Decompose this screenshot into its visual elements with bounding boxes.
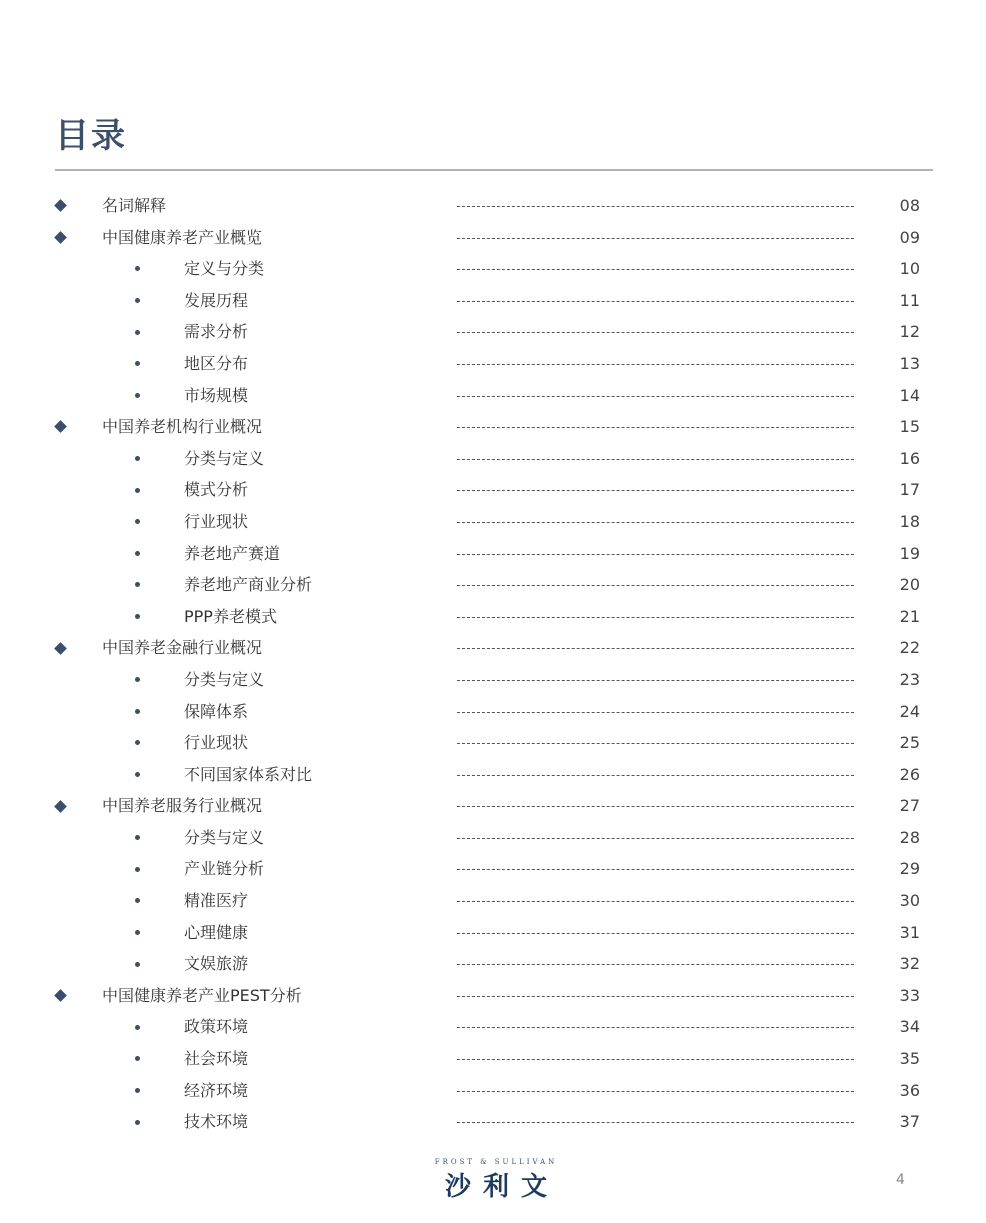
frost-sullivan-logo	[418, 1158, 574, 1203]
toc-entry-label: PPP养老模式	[184, 606, 277, 626]
toc-subsection-entry[interactable]	[0, 664, 986, 696]
toc-entry-page-number: 35	[899, 1049, 920, 1069]
dot-bullet-icon	[135, 253, 140, 285]
dot-bullet-icon	[135, 853, 140, 885]
toc-entry-label: 产业链分析	[184, 859, 265, 879]
toc-entry-label: 模式分析	[184, 480, 249, 500]
toc-entry-page-number: 22	[899, 638, 920, 658]
dotted-leader	[457, 301, 854, 302]
toc-entry-label: 分类与定义	[184, 448, 265, 468]
toc-entry-label: 社会环境	[184, 1049, 249, 1069]
toc-entry-label: 精准医疗	[184, 891, 249, 911]
toc-subsection-entry[interactable]	[0, 316, 986, 348]
toc-entry-page-number: 27	[899, 796, 920, 816]
dotted-leader	[457, 712, 854, 713]
toc-entry-label: 保障体系	[184, 701, 249, 721]
toc-entry-label: 经济环境	[184, 1080, 249, 1100]
dotted-leader	[457, 964, 854, 965]
dotted-leader	[457, 996, 854, 997]
toc-subsection-entry[interactable]	[0, 696, 986, 728]
dot-bullet-icon	[135, 316, 140, 348]
dot-bullet-icon	[135, 948, 140, 980]
toc-subsection-entry[interactable]	[0, 601, 986, 633]
toc-entry-label: 分类与定义	[184, 827, 265, 847]
toc-subsection-entry[interactable]	[0, 917, 986, 949]
toc-entry-label: 中国养老服务行业概况	[102, 796, 263, 816]
toc-entry-page-number: 16	[899, 448, 920, 468]
dot-bullet-icon	[135, 1075, 140, 1107]
dot-bullet-icon	[135, 285, 140, 317]
toc-entry-page-number: 36	[899, 1080, 920, 1100]
toc-entry-page-number: 24	[899, 701, 920, 721]
toc-entry-label: 市场规模	[184, 385, 249, 405]
toc-entry-page-number: 37	[899, 1112, 920, 1132]
toc-subsection-entry[interactable]	[0, 538, 986, 570]
toc-section-entry[interactable]	[0, 190, 986, 222]
toc-subsection-entry[interactable]	[0, 1106, 986, 1138]
dotted-leader	[457, 364, 854, 365]
toc-subsection-entry[interactable]	[0, 380, 986, 412]
toc-entry-label: 中国养老机构行业概况	[102, 417, 263, 437]
dotted-leader	[457, 585, 854, 586]
dot-bullet-icon	[135, 885, 140, 917]
toc-entry-page-number: 08	[899, 196, 920, 215]
dot-bullet-icon	[135, 569, 140, 601]
toc-entry-label: 行业现状	[184, 511, 249, 531]
toc-subsection-entry[interactable]	[0, 885, 986, 917]
toc-entry-page-number: 29	[899, 859, 920, 879]
toc-entry-page-number: 19	[899, 543, 920, 563]
toc-subsection-entry[interactable]	[0, 1043, 986, 1075]
dot-bullet-icon	[135, 664, 140, 696]
diamond-bullet-icon	[56, 411, 65, 443]
dotted-leader	[457, 1027, 854, 1028]
diamond-bullet-icon	[56, 190, 65, 222]
dot-bullet-icon	[135, 348, 140, 380]
dotted-leader	[457, 522, 854, 523]
dot-bullet-icon	[135, 1106, 140, 1138]
toc-entry-label: 养老地产商业分析	[184, 575, 313, 595]
logo-chinese-text: 沙利文	[444, 1172, 559, 1202]
toc-entry-label: 分类与定义	[184, 669, 265, 689]
logo-english-text: FROST & SULLIVAN	[434, 1158, 558, 1166]
toc-subsection-entry[interactable]	[0, 443, 986, 475]
toc-subsection-entry[interactable]	[0, 948, 986, 980]
dotted-leader	[457, 238, 854, 239]
toc-subsection-entry[interactable]	[0, 727, 986, 759]
toc-entry-label: 中国健康养老产业概览	[102, 227, 263, 247]
toc-entry-label: 心理健康	[184, 922, 249, 942]
dot-bullet-icon	[135, 506, 140, 538]
dotted-leader	[457, 743, 854, 744]
diamond-bullet-icon	[56, 980, 65, 1012]
dotted-leader	[457, 332, 854, 333]
dot-bullet-icon	[135, 822, 140, 854]
toc-subsection-entry[interactable]	[0, 569, 986, 601]
toc-entry-page-number: 33	[899, 985, 920, 1005]
toc-entry-label: 中国养老金融行业概况	[102, 638, 263, 658]
toc-section-entry[interactable]	[0, 980, 986, 1012]
dot-bullet-icon	[135, 1043, 140, 1075]
toc-entry-page-number: 26	[899, 764, 920, 784]
dotted-leader	[457, 554, 854, 555]
dotted-leader	[457, 427, 854, 428]
toc-subsection-entry[interactable]	[0, 506, 986, 538]
dot-bullet-icon	[135, 443, 140, 475]
title-divider	[55, 169, 933, 171]
dotted-leader	[457, 680, 854, 681]
toc-entry-page-number: 18	[899, 511, 920, 531]
dot-bullet-icon	[135, 727, 140, 759]
dot-bullet-icon	[135, 474, 140, 506]
dotted-leader	[457, 933, 854, 934]
toc-entry-label: 名词解释	[102, 196, 167, 215]
toc-entry-page-number: 15	[899, 417, 920, 437]
toc-entry-label: 需求分析	[184, 322, 249, 342]
toc-subsection-entry[interactable]	[0, 348, 986, 380]
diamond-bullet-icon	[56, 790, 65, 822]
dotted-leader	[457, 490, 854, 491]
toc-subsection-entry[interactable]	[0, 1075, 986, 1107]
toc-entry-page-number: 25	[899, 733, 920, 753]
toc-entry-label: 定义与分类	[184, 259, 265, 279]
toc-entry-page-number: 11	[899, 290, 920, 310]
dot-bullet-icon	[135, 759, 140, 791]
dotted-leader	[457, 1059, 854, 1060]
toc-entry-label: 不同国家体系对比	[184, 764, 313, 784]
toc-entry-page-number: 12	[899, 322, 920, 342]
toc-section-entry[interactable]	[0, 222, 986, 254]
toc-entry-label: 养老地产赛道	[184, 543, 281, 563]
dotted-leader	[457, 459, 854, 460]
dot-bullet-icon	[135, 601, 140, 633]
toc-entry-label: 政策环境	[184, 1017, 249, 1037]
toc-entry-page-number: 30	[899, 891, 920, 911]
toc-entry-page-number: 31	[899, 922, 920, 942]
dotted-leader	[457, 648, 854, 649]
diamond-bullet-icon	[56, 632, 65, 664]
dotted-leader	[457, 396, 854, 397]
toc-subsection-entry[interactable]	[0, 474, 986, 506]
toc-entry-page-number: 32	[899, 954, 920, 974]
dot-bullet-icon	[135, 917, 140, 949]
dotted-leader	[457, 838, 854, 839]
toc-section-entry[interactable]	[0, 411, 986, 443]
toc-subsection-entry[interactable]	[0, 285, 986, 317]
toc-entry-label: 技术环境	[184, 1112, 249, 1132]
dot-bullet-icon	[135, 696, 140, 728]
dot-bullet-icon	[135, 538, 140, 570]
toc-entry-page-number: 13	[899, 353, 920, 373]
toc-entry-label: 地区分布	[184, 353, 249, 373]
page-number: 4	[896, 1172, 905, 1188]
toc-entry-label: 发展历程	[184, 290, 249, 310]
toc-subsection-entry[interactable]	[0, 853, 986, 885]
toc-subsection-entry[interactable]	[0, 822, 986, 854]
toc-entry-label: 中国健康养老产业PEST分析	[102, 985, 302, 1005]
toc-section-entry[interactable]	[0, 632, 986, 664]
dotted-leader	[457, 775, 854, 776]
toc-subsection-entry[interactable]	[0, 759, 986, 791]
dotted-leader	[457, 617, 854, 618]
toc-entry-page-number: 17	[899, 480, 920, 500]
dotted-leader	[457, 806, 854, 807]
toc-entry-page-number: 21	[899, 606, 920, 626]
toc-entry-page-number: 09	[899, 227, 920, 247]
toc-entry-page-number: 23	[899, 669, 920, 689]
dotted-leader	[457, 869, 854, 870]
dotted-leader	[457, 206, 854, 207]
dot-bullet-icon	[135, 380, 140, 412]
toc-entry-page-number: 28	[899, 827, 920, 847]
toc-entry-label: 行业现状	[184, 733, 249, 753]
diamond-bullet-icon	[56, 222, 65, 254]
page-title: 目录	[55, 116, 127, 156]
toc-entry-label: 文娱旅游	[184, 954, 249, 974]
toc-subsection-entry[interactable]	[0, 1011, 986, 1043]
toc-entry-page-number: 10	[899, 259, 920, 279]
toc-entry-page-number: 14	[899, 385, 920, 405]
toc-entry-page-number: 20	[899, 575, 920, 595]
toc-subsection-entry[interactable]	[0, 253, 986, 285]
dotted-leader	[457, 269, 854, 270]
toc-section-entry[interactable]	[0, 790, 986, 822]
dotted-leader	[457, 1091, 854, 1092]
dot-bullet-icon	[135, 1011, 140, 1043]
toc-entry-page-number: 34	[899, 1017, 920, 1037]
dotted-leader	[457, 901, 854, 902]
dotted-leader	[457, 1122, 854, 1123]
table-of-contents	[0, 190, 986, 1138]
